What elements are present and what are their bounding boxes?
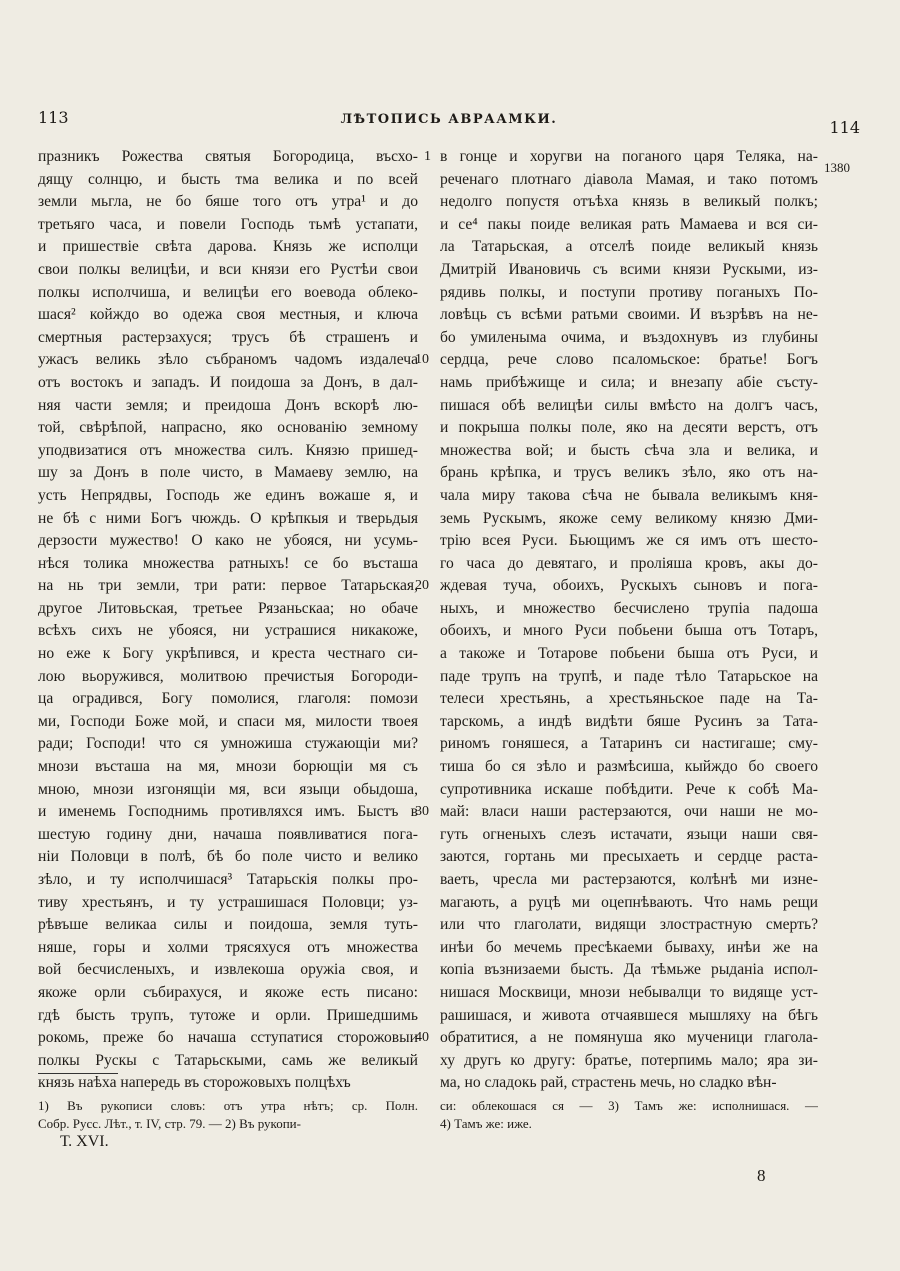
footnote-line: Собр. Русс. Лѣт., т. IV, стр. 79. — 2) Въ рукопи- — [38, 1116, 301, 1131]
text-line: полкы исполчиша, и велицѣи его воевода облеко- — [38, 283, 418, 301]
text-line: риномъ гоняшеся, а Татаринъ си настигаше; смy- — [440, 735, 818, 753]
text-line: нѣся толика множества ратныхъ! се бо въсташа — [38, 554, 418, 572]
text-line: мною, мнози изгонящіи мя, вси языци обыдоша, — [38, 780, 418, 798]
text-line: шася² койждо во одежа своя местныя, и ключа — [38, 306, 418, 324]
text-line: тиша бо ся зѣло и размѣсиша, кыйждо бо своего — [440, 758, 818, 776]
footnote-line: 4) Тамъ же: иже. — [440, 1116, 532, 1131]
text-line: дящу солнцю, и бысть тма велика и по всей — [38, 170, 418, 188]
text-line: празникъ Рожества святыя Богородица, въсхо- — [38, 148, 418, 165]
text-line: ла Татарьская, а отселѣ поиде великый князь — [440, 238, 818, 256]
text-line: супротивника искаше побѣдити. Рече к собѣ Ма- — [440, 780, 818, 798]
text-line: ніи Половци в полѣ, бѣ бо поле чисто и велико — [38, 848, 418, 866]
text-line: брань крѣпка, и трусъ великъ зѣло, яко отъ на- — [440, 464, 818, 482]
text-line: Дмитрій Ивановичь съ всими князи Рускыми, из- — [440, 260, 818, 278]
signature-mark: 8 — [757, 1166, 766, 1185]
text-line: телеси хрестьянь, а хрестьяньское паде на Та- — [440, 690, 818, 708]
text-line: третьяго часа, и повели Господь тьмѣ устапати, — [38, 215, 418, 233]
text-line: вой бесчисленыхъ, и извлекоша оружіа своя, и — [38, 961, 418, 979]
text-line: тарскомь, а индѣ видѣти бяше Русинъ за Тата- — [440, 712, 818, 730]
text-line: ваеть, чресла ми растерзаются, колѣнѣ ми изне- — [440, 871, 818, 888]
footnotes-right — [440, 1097, 818, 1133]
text-line: той, свѣрѣпой, напрасно, яко основанію земному — [38, 419, 418, 437]
text-line: смертныя растерзахуся; трусъ бѣ страшенъ и — [38, 328, 418, 346]
text-line: чала миру такова сѣча не бывала великымъ кня- — [440, 486, 818, 504]
running-title: ЛѢТОПИСЬ АВРААМКИ. — [340, 112, 558, 127]
text-line: или что глаголати, видящи злострастную смерть? — [440, 916, 818, 934]
text-line: мнози въсташа на мя, мнози борющіи мя съ — [38, 758, 418, 776]
text-line: другое Литовьская, третьее Рязаньскаа; но обаче — [38, 599, 418, 617]
footnote-line: си: облекошася ся — 3) Тамъ же: исполнишася. — — [440, 1098, 818, 1113]
page-number-right: 114 — [829, 118, 860, 137]
text-line: заются, гортань ми пресыхаеть и сердце раста- — [440, 848, 818, 866]
text-line: полкы Рускы с Татарьскыми, самь же великый — [38, 1051, 418, 1069]
text-line: свои полкы велицѣи, и вси князи его Рустѣи свои — [38, 260, 418, 278]
text-line: усть Непрядвы, Господь же единъ вожаше я, и — [38, 486, 418, 504]
text-line: уподвизатися отъ множества силъ. Князю пришед- — [38, 441, 418, 459]
text-line: на нь три земли, три рати: первое Татарьская, — [38, 577, 418, 595]
text-line: тиву хрестьянъ, и ту устрашишася Половци; уз- — [38, 893, 418, 911]
text-line: няя части земля; и преидоша Донъ вскорѣ лю- — [38, 396, 418, 414]
text-line: пишася обѣ велицѣи силы вмѣсто на долгъ часъ, — [440, 396, 818, 414]
left-column — [38, 146, 418, 1095]
text-line: нишася Москвици, мнози небывалци то видяще уст- — [440, 983, 818, 1001]
text-line: рокомь, преже бо начаша сступатися сторожовыи — [38, 1029, 418, 1047]
line-number: 20 — [415, 578, 429, 594]
text-line: всѣхъ сихъ не убояся, ни устрашися никакоже, — [38, 622, 418, 640]
text-line: рашишася, и живота отчаявшеся мышляху на бѣгь — [440, 1006, 818, 1024]
line-number: 40 — [415, 1030, 429, 1046]
text-line: шу за Донъ в поле чисто, в Мамаеву землю, на — [38, 464, 418, 482]
text-line: няше, горы и холми трясяхуся отъ множества — [38, 938, 418, 956]
text-line: гдѣ бысть трупъ, тутоже и орли. Пришедшимь — [38, 1006, 418, 1024]
text-line: ма, но сладокь рай, страстень мечь, но сладко вѣн- — [440, 1074, 777, 1092]
text-line: рѣвъше великаа силы и поидоша, земля туть- — [38, 916, 418, 934]
text-line: обоихъ, и много Руси побьени быша отъ Тотаръ, — [440, 622, 818, 640]
text-line: ужасъ великь зѣло събраномъ чадомъ издалеча — [38, 351, 418, 369]
margin-year: 1380 — [824, 160, 850, 175]
text-line: и пришествіе свѣта дарова. Князь же исполци — [38, 238, 418, 256]
text-line: отъ востокъ и западъ. И поидоша за Донъ, в дал- — [38, 373, 418, 391]
running-header — [38, 108, 860, 138]
footnote-line: 1) Въ рукописи словъ: отъ утра нѣтъ; ср. Полн. — [38, 1098, 418, 1113]
text-line: земли мьгла, не бо бяше того отъ утра¹ и до — [38, 193, 418, 211]
text-line: паде трупъ на трупѣ, и паде тѣло Татарьское на — [440, 667, 818, 685]
text-line: и покрыша полкы поле, яко на десяти верстъ, отъ — [440, 419, 818, 437]
page-number-left: 113 — [38, 108, 69, 127]
text-line: реченагo плотнаго діавола Мамая, и тако потомъ — [440, 170, 818, 188]
footnotes-left — [38, 1097, 418, 1133]
line-number: 30 — [415, 804, 429, 820]
text-line: трію всея Руси. Бьющимъ же ся имъ отъ шесто- — [440, 532, 818, 550]
text-line: го часа до девятаго, и проліяша кровъ, акы до- — [440, 554, 818, 572]
text-line: обратитися, а не помянуша яко мученици глагола- — [440, 1029, 818, 1047]
right-column — [440, 146, 818, 1095]
text-line: намь прибѣжище и сила; и внезапу абіе състу- — [440, 373, 818, 391]
text-line: сердца, рече слово псаломьское: братье! Богъ — [440, 351, 818, 369]
text-line: и именемь Господнимь противляхся имъ. Быстъ в — [38, 803, 418, 821]
text-line: недолго попустя отъѣха князь в великый полкъ; — [440, 193, 818, 211]
text-line: зѣло, и ту исполчишася³ Татарьскія полкы про- — [38, 871, 418, 888]
text-line: ждевая туча, обоихъ, Рускыхъ сыновъ и пога- — [440, 577, 818, 595]
text-line: бо умиленыма очима, и въздохнувъ из глубины — [440, 328, 818, 346]
text-line: князь наѣха напередь въ сторожовыхъ полцѣхъ — [38, 1074, 351, 1092]
line-number: 10 — [415, 352, 429, 368]
text-line: ца оградився, Богу помолися, глаголя: помози — [38, 690, 418, 708]
text-line: ловѣць съ всѣми ратьми своими. И възрѣвъ на не- — [440, 306, 818, 324]
text-line: ради; Господи! что ся умножиша стужающіи ми? — [38, 735, 418, 753]
text-line: множества вой; и бысть сѣча зла и велика, и — [440, 441, 818, 459]
text-line: шестую годину дни, начаша появливатися пога- — [38, 825, 418, 843]
text-line: магають, а руцѣ ми оцепнѣвають. Что намь рещи — [440, 893, 818, 911]
line-number: 1 — [424, 149, 431, 164]
text-line: копіа възнизаеми бысть. Да тѣмьже рыданіа испол- — [440, 961, 818, 979]
text-line: а такоже и Тотарове побьени быша отъ Руси, и — [440, 645, 818, 663]
text-line: якоже орли събирахуся, и якоже есть писано: — [38, 983, 418, 1001]
text-line: рядивь полкы, и поступи противу поганыхъ По- — [440, 283, 818, 301]
text-line: и се⁴ пакы поиде великая рать Мамаева и вся си- — [440, 215, 818, 233]
text-line: ху другь ко другу: братье, потерпимь мало; яра зи- — [440, 1051, 818, 1069]
volume-label: Т. XVI. — [60, 1133, 109, 1150]
text-line: ныхъ, и множество бесчислено трупіа падоша — [440, 599, 818, 617]
text-line: в гонце и хоругви на поганого царя Теляка, на- — [440, 148, 818, 165]
text-line: лою вьоружився, молитвою пречистыя Богороди- — [38, 667, 418, 685]
text-line: инѣи бо мечемь пресѣкаеми бываху, инѣи же на — [440, 938, 818, 956]
text-line: гуть огненыхъ слезъ истачати, языци наши свя- — [440, 825, 818, 843]
text-line: но еже к Богу укрѣпився, и креста честнаго си- — [38, 645, 418, 663]
footnote-rule — [38, 1073, 118, 1074]
text-line: не бѣ с ними Богъ чюждь. О крѣпкыя и тверьдыя — [38, 509, 418, 527]
text-line: ми, Господи Боже мой, и спаси мя, милости твоея — [38, 712, 418, 730]
text-line: дерзости мужество! О како не убояся, ни усумь- — [38, 532, 418, 550]
text-line: май: власи наши растерзаются, очи наши не мо- — [440, 803, 818, 821]
text-line: земь Рускымъ, якоже сему великому князю Дми- — [440, 509, 818, 527]
